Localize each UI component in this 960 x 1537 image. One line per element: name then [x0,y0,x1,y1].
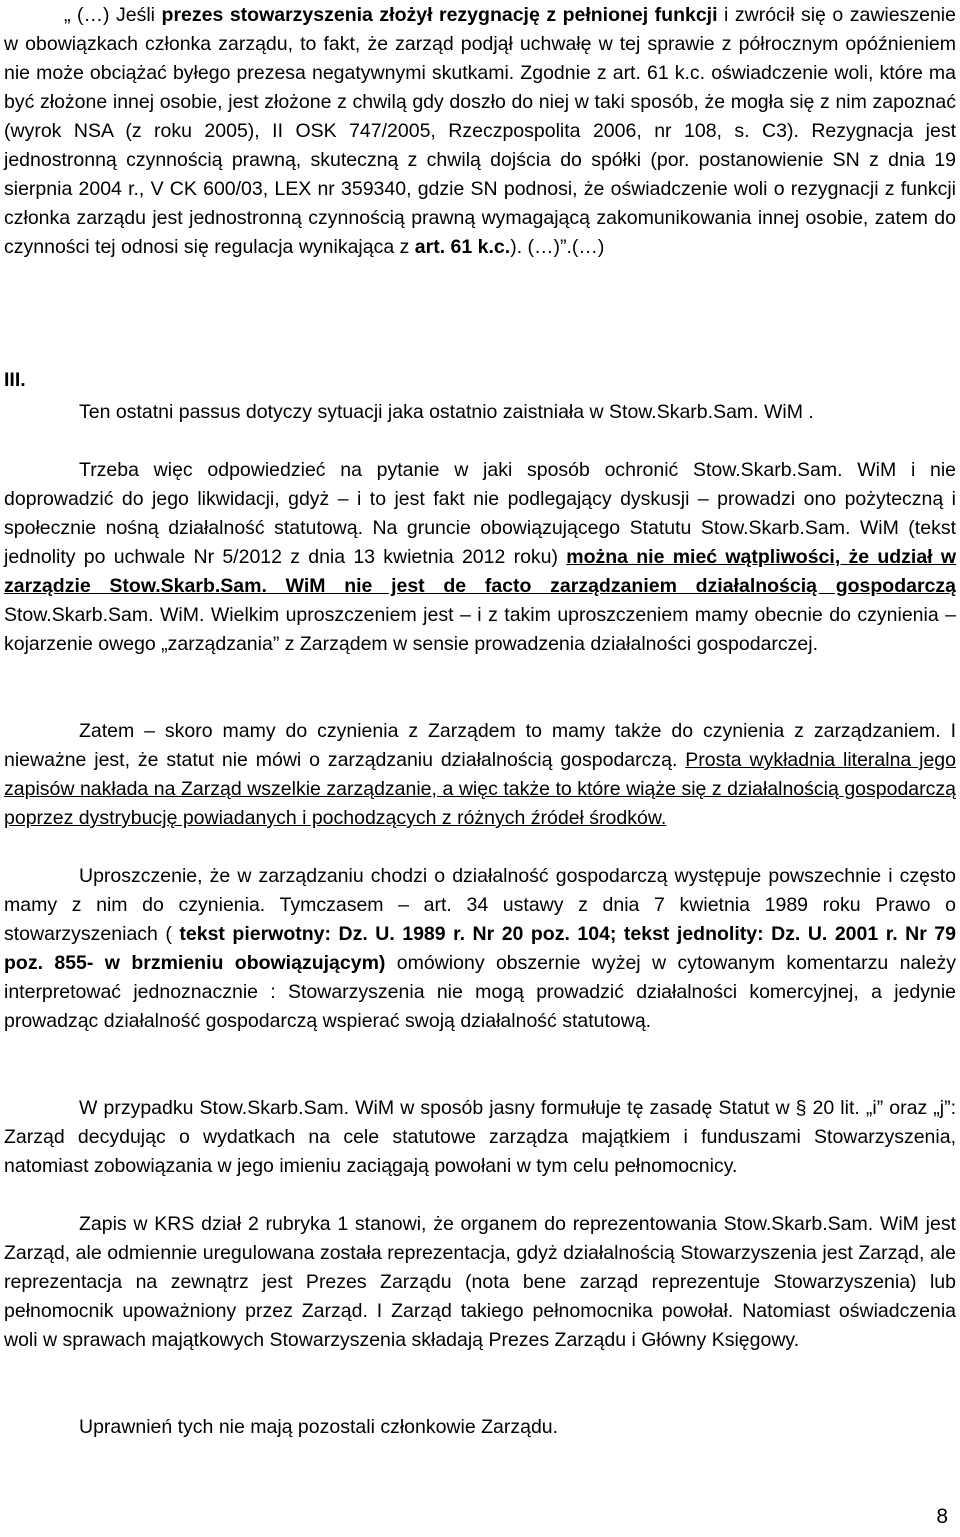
text-run: i zwrócił się o zawieszenie w obowiązkach członka zarządu, to fakt, że zarząd podjął uchwałę w tej sprawie z półrocznym opóźnieniem nie może obciążać byłego prezesa negatywnymi skutkami. Zgodnie z art. 61 k.c. oświadczenie woli, które ma być złożone innej osobie, jest złożone z chwilą gdy doszło do niej w taki sposób, że mogła się z nim zapoznać (wyrok NSA (z roku 2005), II OSK 747/2005, Rzeczpospolita 2006, nr 108, s. C3). Rezygnacja jest jednostronną czynnością prawną, skuteczną z chwilą dojścia do spółki (por. postanowienie SN z dnia 19 sierpnia 2004 r., V CK 600/03, LEX nr 359340, gdzie SN podnosi, że oświadczenie woli o rezygnacji z funkcji członka zarządu jest jednostronną czynnością prawną wymagającą zakomunikowania innej osobie, zatem do czynności tej odnosi się regulacja wynikająca z [4,4,956,258]
text-run: W przypadku Stow.Skarb.Sam. WiM w sposób jasny formułuje tę zasadę Statut w § 20 lit. „i” oraz „j”: Zarząd decydując o wydatkach na cele statutowe zarządza majątkiem i funduszami Stowarzyszenia, natomiast zobowiązania w jego imieniu zaciągają powołani w tym celu pełnomocnicy. [4,1097,956,1177]
text-run: prezes stowarzyszenia złożył rezygnację z pełnionej funkcji [161,4,718,26]
section-heading: III. [4,369,26,391]
text-run: omówiony obszernie wyżej w cytowanym komentarzu należy interpretować jednoznacznie : Stowarzyszenia nie mogą prowadzić działalności komercyjnej, a jedynie prowadząc działalność gospodarczą wspierać swoją działalność statutową. [4,952,956,1032]
body-paragraph [4,398,956,427]
text-run: tekst pierwotny: Dz. U. 1989 r. Nr 20 poz. 104; tekst jednolity: Dz. U. 2001 r. Nr 79 poz. 855- w brzmieniu obowiązującym) [4,923,956,974]
text-run: Ten ostatni passus dotyczy sytuacji jaka ostatnio zaistniała w Stow.Skarb.Sam. WiM . [79,401,814,423]
text-run: Zatem – skoro mamy do czynienia z Zarządem to mamy także do czynienia z zarządzaniem. I nieważne jest, że statut nie mówi o zarządzaniu działalnością gospodarczą. [4,720,956,771]
text-run: Uproszczenie, że w zarządzaniu chodzi o działalność gospodarczą występuje powszechnie i często mamy z nim do czynienia. Tymczasem – art. 34 ustawy z dnia 7 kwietnia 1989 roku Prawo o stowarzyszeniach ( [4,865,956,945]
text-run: ). (…)”.(…) [510,236,605,258]
body-paragraph [4,1413,956,1442]
text-run: Prosta wykładnia literalna jego zapisów nakłada na Zarząd wszelkie zarządzanie, a więc także to które wiąże się z działalnością gospodarczą poprzez dystrybucję powiadanych i pochodzących z różnych źródeł środków. [4,749,956,829]
quote-paragraph [4,1,956,262]
text-run: art. 61 k.c. [414,236,511,258]
text-run: Stow.Skarb.Sam. WiM. Wielkim uproszczeniem jest – i z takim uproszczeniem mamy obecnie do czynienia – kojarzenie owego „zarządzania” z Zarządem w sensie prowadzenia działalności gospodarczej. [4,604,956,655]
body-paragraph [4,1094,956,1181]
text-run: Zapis w KRS dział 2 rubryka 1 stanowi, że organem do reprezentowania Stow.Skarb.Sam. WiM jest Zarząd, ale odmiennie uregulowana została reprezentacja, gdyż działalnością Stowarzyszenia jest Zarząd, ale reprezentacja na zewnątrz jest Prezes Zarządu (nota bene zarząd reprezentuje Stowarzyszenia) lub pełnomocnik upoważniony przez Zarząd. I Zarząd takiego pełnomocnika powołał. Natomiast oświadczenia woli w sprawach majątkowych Stowarzyszenia składają Prezes Zarządu i Główny Księgowy. [4,1213,956,1351]
body-paragraph [4,1210,956,1355]
text-run: Trzeba więc odpowiedzieć na pytanie w jaki sposób ochronić Stow.Skarb.Sam. WiM i nie doprowadzić do jego likwidacji, gdyż – i to jest fakt nie podlegający dyskusji – prowadzi ono pożyteczną i społecznie nośną działalność statutową. Na gruncie obowiązującego Statutu Stow.Skarb.Sam. WiM (tekst jednolity po uchwale Nr 5/2012 z dnia 13 kwietnia 2012 roku) [4,459,956,568]
text-run: Uprawnień tych nie mają pozostali członkowie Zarządu. [79,1416,559,1438]
text-run: „ (…) Jeśli [64,4,162,26]
body-paragraph [4,717,956,833]
body-paragraph [4,456,956,659]
text-run: można nie mieć wątpliwości, że udział w zarządzie Stow.Skarb.Sam. WiM nie jest de facto zarządzaniem działalnością gospodarczą [4,546,956,597]
body-paragraph [4,862,956,1036]
page-number: 8 [936,1505,948,1528]
